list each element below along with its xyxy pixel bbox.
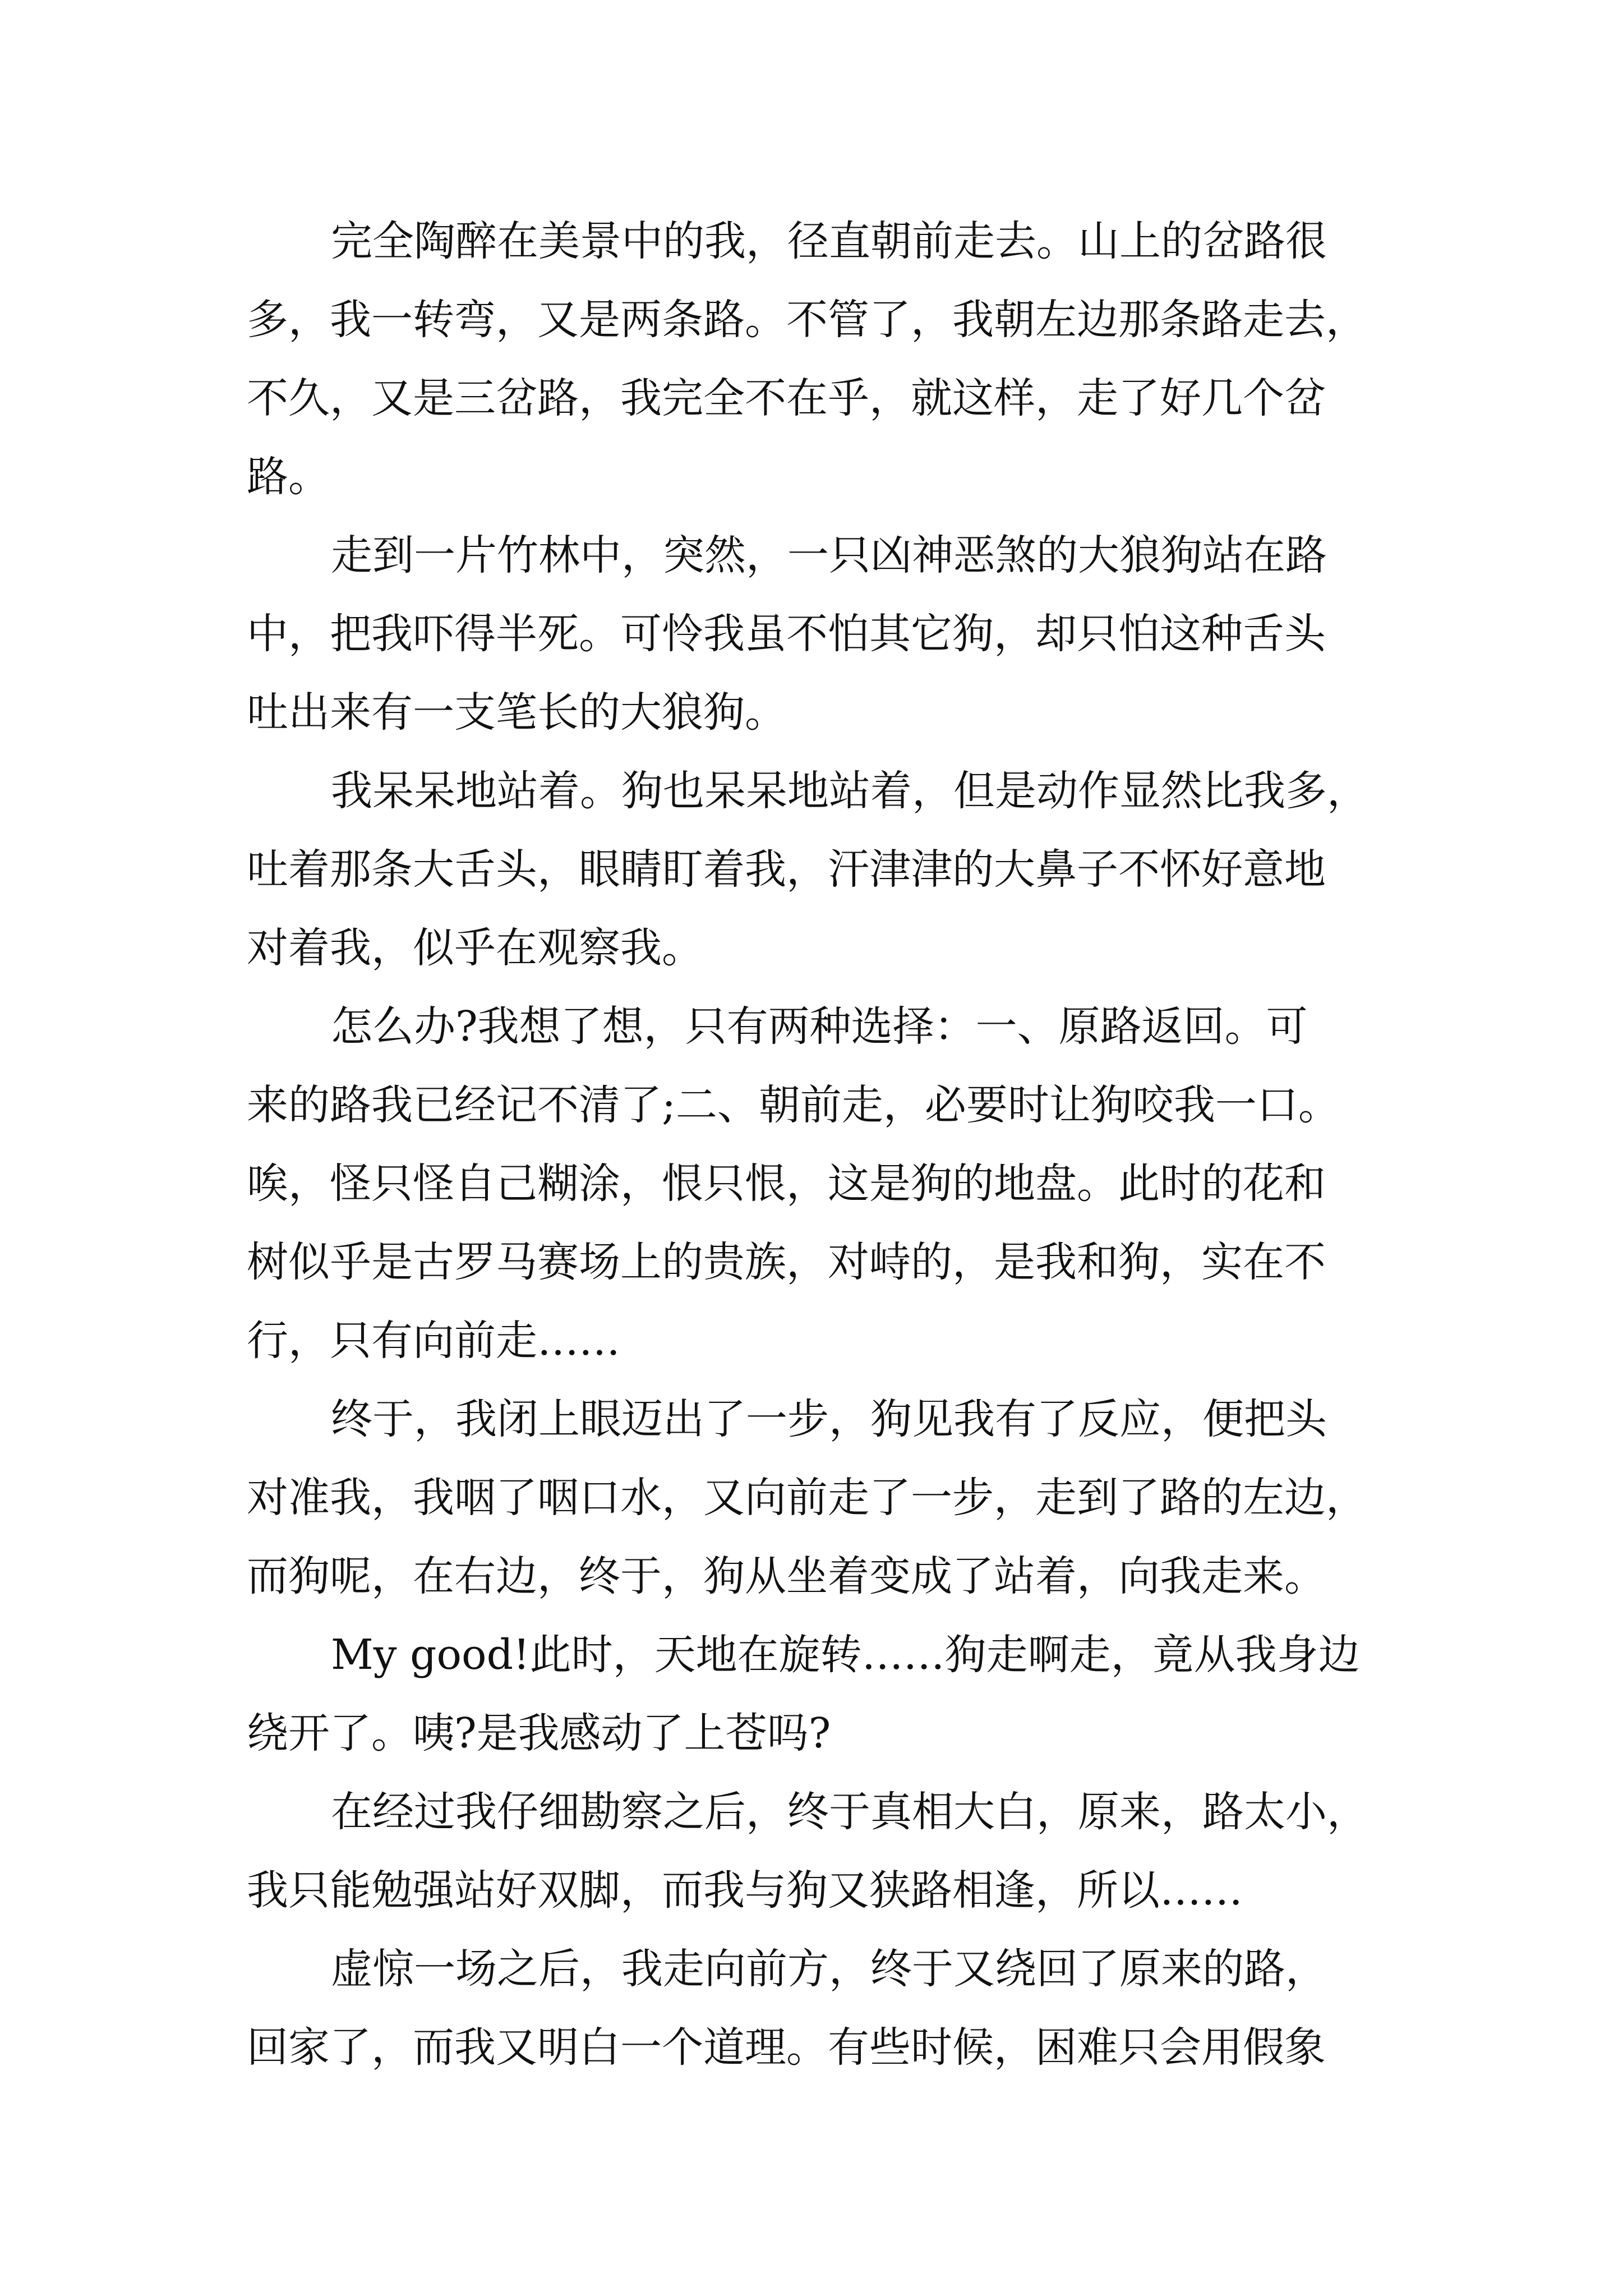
text-line: 吐出来有一支笔长的大狼狗。 (247, 688, 786, 737)
text-line: 不久，又是三岔路，我完全不在乎，就这样，走了好几个岔 (247, 374, 1326, 422)
text-line: 路。 (247, 453, 330, 501)
text-line: 走到一片竹林中，突然，一只凶神恶煞的大狼狗站在路 (331, 531, 1327, 579)
text-line: My good!此时，天地在旋转……狗走啊走，竟从我身边 (331, 1631, 1360, 1679)
text-line: 行，只有向前走…… (247, 1317, 620, 1365)
text-line: 来的路我已经记不清了;二、朝前走，必要时让狗咬我一口。 (247, 1081, 1340, 1129)
document-body (247, 202, 1385, 2087)
text-line: 完全陶醉在美景中的我，径直朝前走去。山上的岔路很 (331, 217, 1327, 265)
text-line: 回家了，而我又明白一个道理。有些时候，困难只会用假象 (247, 2023, 1326, 2072)
text-line: 虚惊一场之后，我走向前方，终于又绕回了原来的路， (331, 1945, 1327, 1993)
text-line: 我呆呆地站着。狗也呆呆地站着，但是动作显然比我多， (331, 767, 1368, 815)
text-line: 吐着那条大舌头，眼睛盯着我，汗津津的大鼻子不怀好意地 (247, 845, 1326, 894)
text-line: 多，我一转弯，又是两条路。不管了，我朝左边那条路走去， (247, 296, 1367, 344)
text-line: 在经过我仔细勘察之后，终于真相大白，原来，路太小， (331, 1788, 1368, 1836)
text-line: 终于，我闭上眼迈出了一步，狗见我有了反应，便把头 (331, 1395, 1327, 1443)
text-line: 唉，怪只怪自己糊涂，恨只恨，这是狗的地盘。此时的花和 (247, 1159, 1326, 1208)
text-line: 而狗呢，在右边，终于，狗从坐着变成了站着，向我走来。 (247, 1552, 1326, 1600)
text-line: 对准我，我咽了咽口水，又向前走了一步，走到了路的左边， (247, 1474, 1367, 1522)
text-line: 我只能勉强站好双脚，而我与狗又狭路相逢，所以…… (247, 1866, 1243, 1915)
text-line: 对着我，似乎在观察我。 (247, 924, 703, 972)
text-line: 绕开了。咦?是我感动了上苍吗? (247, 1709, 831, 1757)
text-line: 中，把我吓得半死。可怜我虽不怕其它狗，却只怕这种舌头 (247, 610, 1326, 658)
text-line: 树似乎是古罗马赛场上的贵族，对峙的，是我和狗，实在不 (247, 1238, 1326, 1286)
text-line: 怎么办?我想了想，只有两种选择：一、原路返回。可 (331, 1002, 1308, 1051)
